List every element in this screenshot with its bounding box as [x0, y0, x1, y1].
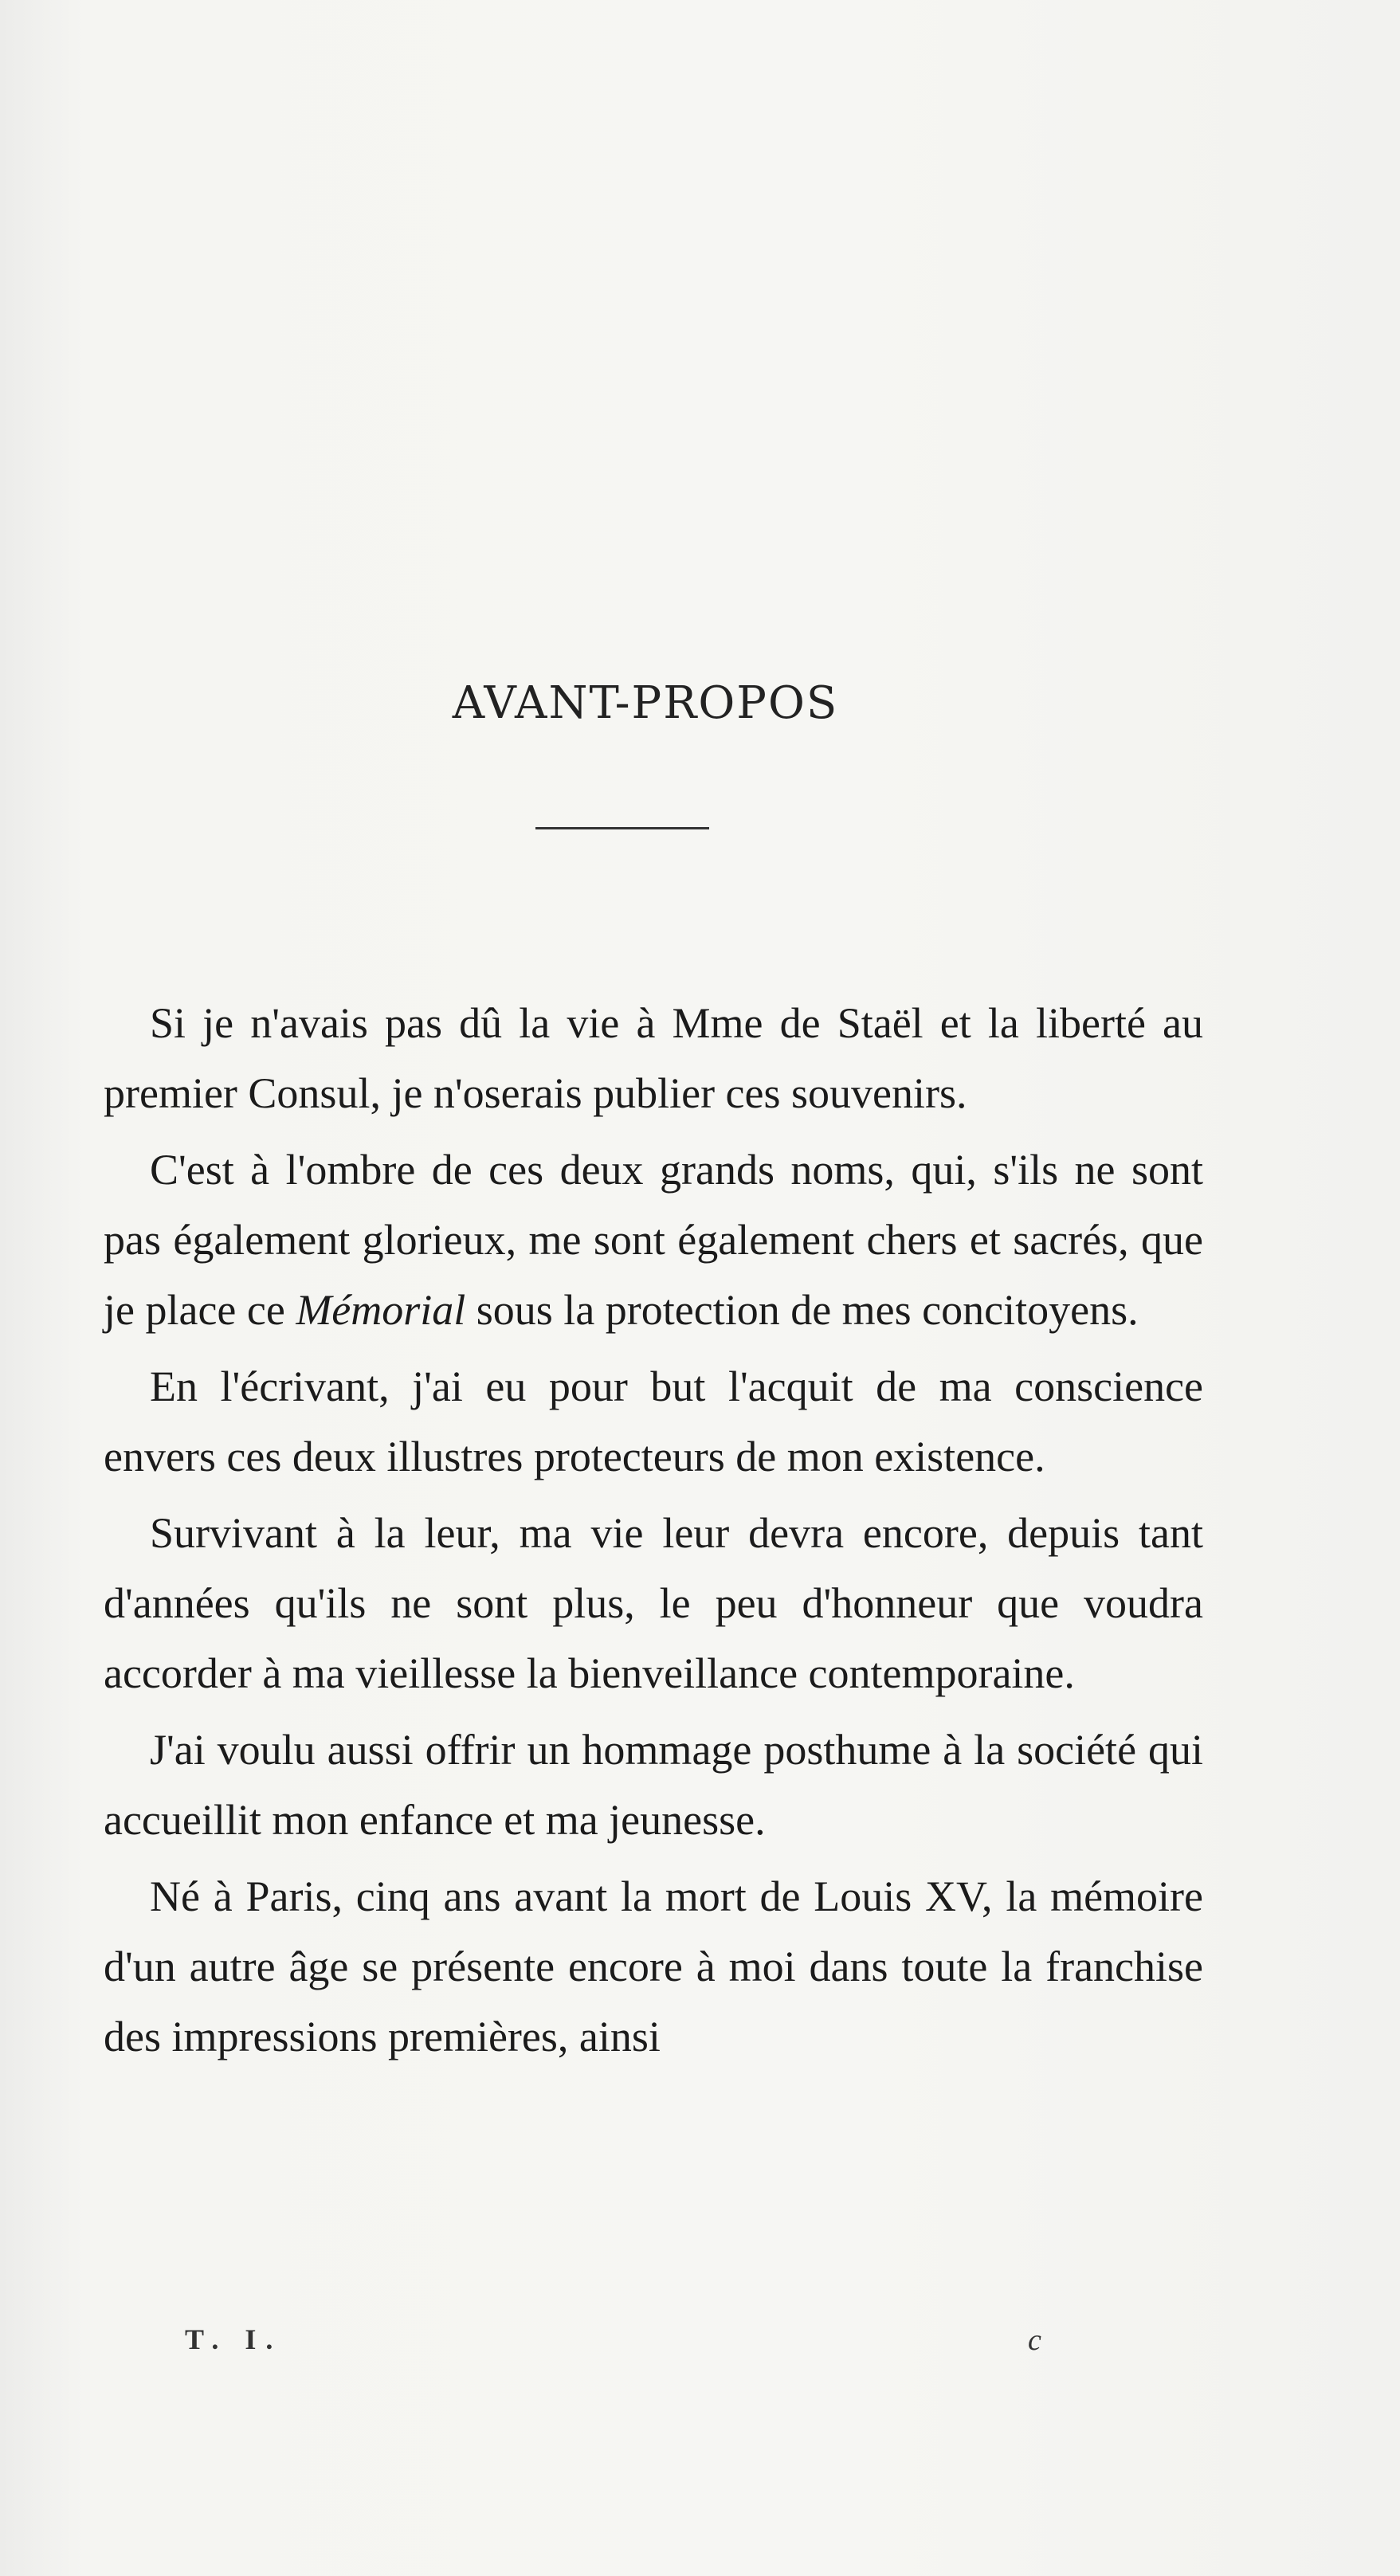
volume-signature: T. I. [185, 2323, 283, 2355]
paragraph-text: C'est à l'ombre de ces deux grands noms, qui, s'ils ne sont pas également glorieux, me sont également chers et sacrés, que je place ce [104, 1146, 1203, 1334]
paragraph: Né à Paris, cinq ans avant la mort de Louis XV, la mémoire d'un autre âge se présente encore à moi dans toute la franchise des impressions premières, ainsi [104, 1872, 1203, 2060]
paragraph-text: sous la protection de mes concitoyens. [465, 1286, 1139, 1334]
signature-mark: c [1028, 2323, 1041, 2357]
italic-title: Mémorial [296, 1286, 466, 1334]
paragraph: Survivant à la leur, ma vie leur devra encore, depuis tant d'années qu'ils ne sont plus, le peu d'honneur que voudra accorder à ma vieillesse la bienveillance contemporaine. [104, 1509, 1203, 1697]
paragraph: Si je n'avais pas dû la vie à Mme de Staël et la liberté au premier Consul, je n'oserais publier ces souvenirs. [104, 999, 1203, 1117]
paragraph [104, 1135, 1203, 1345]
paragraph: En l'écrivant, j'ai eu pour but l'acquit de ma conscience envers ces deux illustres protecteurs de mon existence. [104, 1362, 1203, 1480]
paragraph: J'ai voulu aussi offrir un hommage posthume à la société qui accueillit mon enfance et ma jeunesse. [104, 1726, 1203, 1844]
body-text [104, 988, 1203, 2078]
title-underline-rule [535, 827, 709, 829]
page-footer [0, 2323, 1400, 2362]
chapter-title: AVANT-PROPOS [452, 677, 839, 729]
